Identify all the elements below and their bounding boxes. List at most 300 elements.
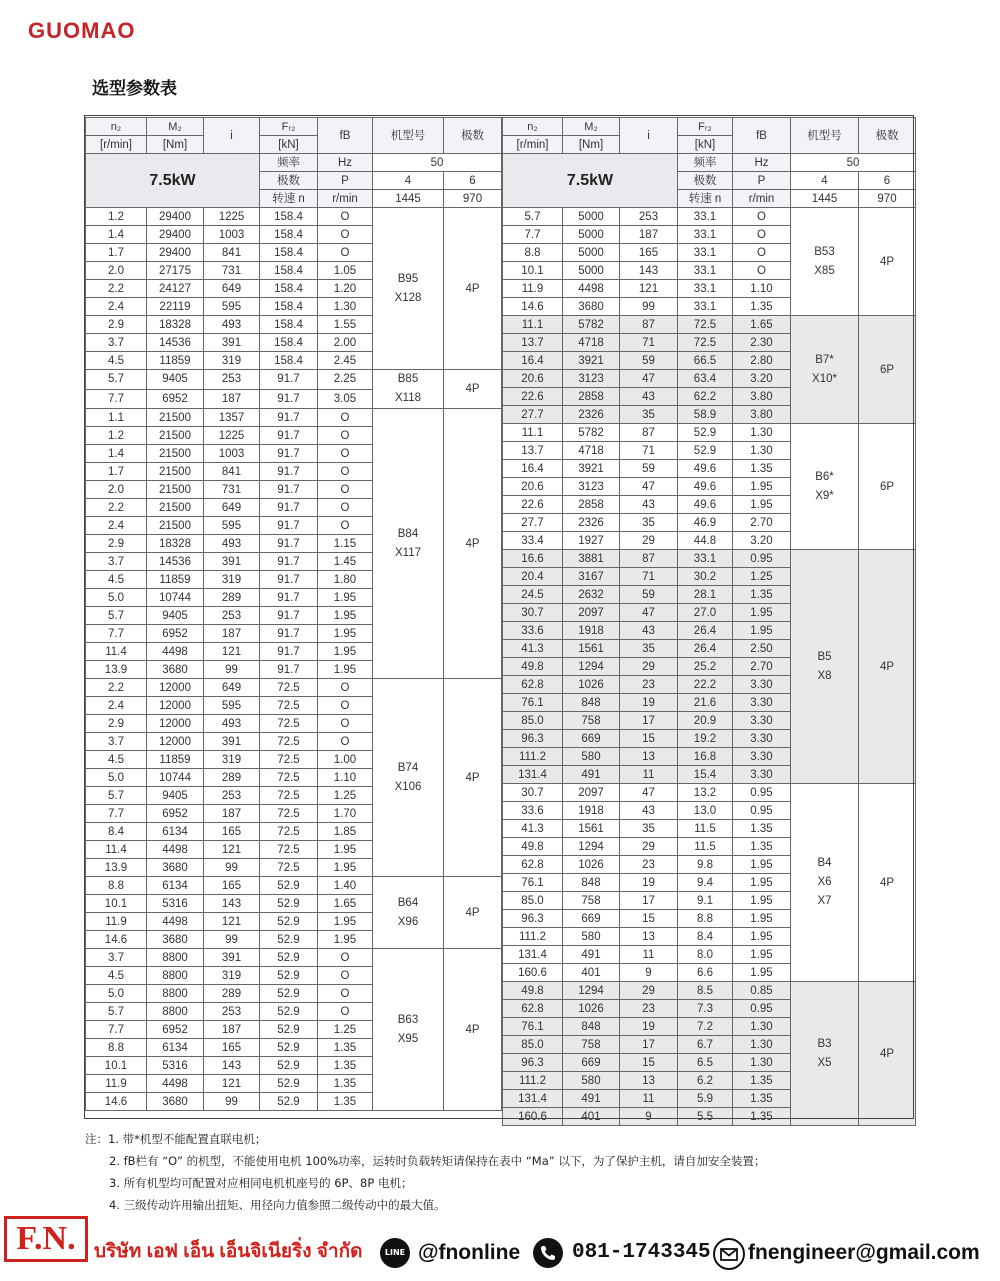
cell-ratio: 13 [620, 748, 678, 766]
cell-ratio: 649 [204, 280, 260, 298]
cell-output-speed: 96.3 [503, 910, 563, 928]
cell-output-speed: 7.7 [86, 625, 147, 643]
cell-radial-force: 7.3 [678, 1000, 733, 1018]
cell-ratio: 43 [620, 802, 678, 820]
freq-label: 频率 [678, 154, 733, 172]
cell-radial-force: 19.2 [678, 730, 733, 748]
cell-output-speed: 62.8 [503, 856, 563, 874]
cell-service-factor: 1.95 [318, 625, 373, 643]
header-m2: M₂ [563, 118, 620, 136]
cell-radial-force: 72.5 [260, 859, 318, 877]
cell-radial-force: 52.9 [260, 895, 318, 913]
cell-output-speed: 76.1 [503, 694, 563, 712]
cell-ratio: 59 [620, 586, 678, 604]
model-code: X85 [814, 264, 835, 277]
line-icon: LINE [380, 1238, 410, 1268]
cell-torque: 3680 [147, 1093, 204, 1111]
cell-torque: 14536 [147, 334, 204, 352]
cell-torque: 6952 [147, 805, 204, 823]
cell-ratio: 121 [204, 841, 260, 859]
cell-radial-force: 20.9 [678, 712, 733, 730]
cell-service-factor: 1.40 [318, 877, 373, 895]
cell-service-factor: 1.25 [318, 1021, 373, 1039]
cell-radial-force: 72.5 [260, 715, 318, 733]
cell-radial-force: 9.8 [678, 856, 733, 874]
cell-ratio: 29 [620, 838, 678, 856]
cell-torque: 9405 [147, 787, 204, 805]
cell-torque: 1026 [563, 856, 620, 874]
cell-radial-force: 11.5 [678, 820, 733, 838]
cell-radial-force: 28.1 [678, 586, 733, 604]
cell-radial-force: 91.7 [260, 589, 318, 607]
cell-ratio: 35 [620, 406, 678, 424]
cell-output-speed: 5.0 [86, 985, 147, 1003]
cell-torque: 2326 [563, 514, 620, 532]
poles-6: 6 [859, 172, 916, 190]
cell-radial-force: 27.0 [678, 604, 733, 622]
email-address[interactable]: fnengineer@gmail.com [748, 1241, 980, 1264]
cell-ratio: 43 [620, 622, 678, 640]
model-code: B84 [397, 527, 419, 540]
header-fb: fB [733, 118, 791, 154]
cell-output-speed: 3.7 [86, 553, 147, 571]
cell-torque: 3680 [563, 298, 620, 316]
cell-service-factor: 1.15 [318, 535, 373, 553]
speed-unit: r/min [318, 190, 373, 208]
cell-output-speed: 16.4 [503, 352, 563, 370]
cell-radial-force: 33.1 [678, 298, 733, 316]
cell-output-speed: 5.7 [86, 1003, 147, 1021]
footer-banner [0, 1212, 1000, 1274]
poles-cell: 6P [859, 424, 916, 550]
model-code: X9* [815, 489, 834, 502]
cell-torque: 6952 [147, 1021, 204, 1039]
cell-ratio: 391 [204, 553, 260, 571]
cell-torque: 3680 [147, 859, 204, 877]
cell-output-speed: 10.1 [86, 895, 147, 913]
cell-torque: 21500 [147, 481, 204, 499]
cell-torque: 580 [563, 1072, 620, 1090]
header-fr2: Fᵣ₂ [260, 118, 318, 136]
table-row [503, 784, 916, 802]
cell-ratio: 289 [204, 589, 260, 607]
cell-radial-force: 52.9 [678, 424, 733, 442]
cell-radial-force: 91.7 [260, 499, 318, 517]
cell-torque: 8800 [147, 949, 204, 967]
model-cell [791, 550, 859, 784]
cell-torque: 6134 [147, 877, 204, 895]
cell-radial-force: 52.9 [260, 1075, 318, 1093]
phone-icon [533, 1238, 563, 1268]
cell-output-speed: 22.6 [503, 496, 563, 514]
cell-ratio: 99 [204, 931, 260, 949]
cell-radial-force: 58.9 [678, 406, 733, 424]
cell-ratio: 13 [620, 928, 678, 946]
cell-service-factor: 1.25 [733, 568, 791, 586]
cell-service-factor: 1.95 [318, 913, 373, 931]
cell-service-factor: 1.95 [318, 859, 373, 877]
table-row [86, 877, 502, 895]
cell-torque: 3680 [147, 931, 204, 949]
cell-ratio: 17 [620, 712, 678, 730]
cell-radial-force: 52.9 [260, 949, 318, 967]
cell-service-factor: 1.25 [318, 787, 373, 805]
cell-torque: 5000 [563, 208, 620, 226]
cell-output-speed: 33.4 [503, 532, 563, 550]
cell-radial-force: 72.5 [260, 769, 318, 787]
cell-ratio: 23 [620, 856, 678, 874]
cell-service-factor: O [318, 499, 373, 517]
cell-radial-force: 72.5 [260, 751, 318, 769]
cell-service-factor: O [318, 481, 373, 499]
model-code: X106 [394, 780, 422, 793]
cell-output-speed: 8.8 [86, 1039, 147, 1057]
cell-radial-force: 49.6 [678, 496, 733, 514]
cell-service-factor: 1.95 [733, 874, 791, 892]
cell-radial-force: 72.5 [260, 787, 318, 805]
cell-torque: 1294 [563, 838, 620, 856]
cell-torque: 4718 [563, 442, 620, 460]
cell-output-speed: 16.4 [503, 460, 563, 478]
cell-output-speed: 11.4 [86, 643, 147, 661]
cell-output-speed: 131.4 [503, 946, 563, 964]
cell-output-speed: 85.0 [503, 1036, 563, 1054]
cell-torque: 2326 [563, 406, 620, 424]
line-id[interactable]: @fnonline [418, 1241, 521, 1264]
cell-service-factor: 1.35 [318, 1093, 373, 1111]
cell-service-factor: 1.95 [733, 622, 791, 640]
cell-torque: 491 [563, 946, 620, 964]
cell-service-factor: 1.95 [318, 841, 373, 859]
cell-output-speed: 27.7 [503, 406, 563, 424]
cell-output-speed: 11.9 [86, 1075, 147, 1093]
freq-unit: Hz [318, 154, 373, 172]
cell-service-factor: 1.95 [733, 928, 791, 946]
cell-torque: 3921 [563, 352, 620, 370]
poles-label: 极数 [260, 172, 318, 190]
cell-torque: 3167 [563, 568, 620, 586]
cell-service-factor: 1.95 [733, 946, 791, 964]
cell-torque: 2858 [563, 496, 620, 514]
cell-radial-force: 63.4 [678, 370, 733, 388]
table-row [503, 982, 916, 1000]
freq-value: 50 [791, 154, 916, 172]
cell-service-factor: 1.35 [733, 1072, 791, 1090]
cell-torque: 21500 [147, 445, 204, 463]
cell-output-speed: 13.9 [86, 661, 147, 679]
cell-torque: 3123 [563, 370, 620, 388]
cell-radial-force: 8.4 [678, 928, 733, 946]
cell-torque: 758 [563, 1036, 620, 1054]
cell-service-factor: 3.20 [733, 532, 791, 550]
cell-torque: 669 [563, 910, 620, 928]
cell-output-speed: 5.7 [86, 607, 147, 625]
cell-radial-force: 91.7 [260, 370, 318, 390]
cell-ratio: 143 [204, 1057, 260, 1075]
cell-ratio: 319 [204, 751, 260, 769]
power-rating: 7.5kW [86, 154, 260, 208]
cell-output-speed: 131.4 [503, 1090, 563, 1108]
cell-radial-force: 8.8 [678, 910, 733, 928]
cell-service-factor: 1.95 [733, 892, 791, 910]
cell-radial-force: 33.1 [678, 550, 733, 568]
cell-torque: 11859 [147, 751, 204, 769]
cell-output-speed: 2.4 [86, 517, 147, 535]
cell-service-factor: 1.95 [733, 856, 791, 874]
cell-service-factor: 3.20 [733, 370, 791, 388]
cell-ratio: 187 [204, 805, 260, 823]
cell-torque: 5000 [563, 226, 620, 244]
power-rating: 7.5kW [503, 154, 678, 208]
cell-torque: 12000 [147, 715, 204, 733]
cell-ratio: 649 [204, 679, 260, 697]
cell-ratio: 143 [620, 262, 678, 280]
unit-n2: [r/min] [503, 136, 563, 154]
cell-output-speed: 85.0 [503, 892, 563, 910]
cell-radial-force: 158.4 [260, 334, 318, 352]
cell-output-speed: 24.5 [503, 586, 563, 604]
cell-radial-force: 33.1 [678, 208, 733, 226]
header-poles: 极数 [444, 118, 502, 154]
cell-radial-force: 52.9 [260, 1057, 318, 1075]
cell-ratio: 253 [204, 787, 260, 805]
cell-service-factor: 3.80 [733, 388, 791, 406]
cell-radial-force: 49.6 [678, 478, 733, 496]
cell-ratio: 11 [620, 1090, 678, 1108]
poles-cell: 4P [859, 550, 916, 784]
cell-torque: 5782 [563, 424, 620, 442]
cell-service-factor: O [318, 409, 373, 427]
cell-torque: 8800 [147, 985, 204, 1003]
cell-output-speed: 20.6 [503, 370, 563, 388]
cell-ratio: 493 [204, 316, 260, 334]
cell-radial-force: 49.6 [678, 460, 733, 478]
cell-output-speed: 2.4 [86, 697, 147, 715]
cell-output-speed: 1.7 [86, 463, 147, 481]
cell-ratio: 29 [620, 982, 678, 1000]
cell-output-speed: 20.4 [503, 568, 563, 586]
cell-torque: 3680 [147, 661, 204, 679]
guomao-logo: GUOMAO [28, 18, 136, 43]
cell-output-speed: 1.7 [86, 244, 147, 262]
cell-torque: 27175 [147, 262, 204, 280]
cell-radial-force: 72.5 [260, 697, 318, 715]
cell-torque: 848 [563, 874, 620, 892]
cell-output-speed: 14.6 [86, 1093, 147, 1111]
cell-output-speed: 1.2 [86, 208, 147, 226]
cell-ratio: 253 [620, 208, 678, 226]
cell-ratio: 19 [620, 874, 678, 892]
cell-output-speed: 111.2 [503, 928, 563, 946]
cell-ratio: 17 [620, 892, 678, 910]
cell-output-speed: 49.8 [503, 982, 563, 1000]
speed-label: 转速 n [678, 190, 733, 208]
cell-service-factor: 1.45 [318, 553, 373, 571]
cell-torque: 6134 [147, 823, 204, 841]
header-ratio: i [620, 118, 678, 154]
freq-label: 频率 [260, 154, 318, 172]
cell-torque: 1561 [563, 820, 620, 838]
freq-unit: Hz [733, 154, 791, 172]
cell-torque: 3921 [563, 460, 620, 478]
cell-ratio: 59 [620, 460, 678, 478]
cell-service-factor: 1.00 [318, 751, 373, 769]
cell-output-speed: 10.1 [86, 1057, 147, 1075]
model-code: B6* [815, 470, 834, 483]
cell-service-factor: 2.70 [733, 658, 791, 676]
poles-cell: 4P [444, 679, 502, 877]
header-model: 机型号 [373, 118, 444, 154]
cell-output-speed: 76.1 [503, 874, 563, 892]
cell-service-factor: O [733, 262, 791, 280]
cell-torque: 11859 [147, 352, 204, 370]
cell-torque: 29400 [147, 244, 204, 262]
cell-output-speed: 62.8 [503, 676, 563, 694]
cell-service-factor: 1.95 [733, 910, 791, 928]
cell-ratio: 289 [204, 985, 260, 1003]
cell-ratio: 165 [620, 244, 678, 262]
cell-service-factor: 1.95 [318, 931, 373, 949]
table-row [86, 679, 502, 697]
table-row [86, 409, 502, 427]
cell-ratio: 47 [620, 604, 678, 622]
poles-cell: 4P [444, 949, 502, 1111]
cell-torque: 4718 [563, 334, 620, 352]
poles-4: 4 [791, 172, 859, 190]
cell-output-speed: 5.0 [86, 769, 147, 787]
cell-radial-force: 91.7 [260, 661, 318, 679]
cell-service-factor: 1.30 [733, 1054, 791, 1072]
cell-radial-force: 52.9 [260, 967, 318, 985]
cell-service-factor: 0.95 [733, 802, 791, 820]
cell-output-speed: 13.7 [503, 442, 563, 460]
cell-service-factor: 1.95 [318, 643, 373, 661]
cell-torque: 21500 [147, 409, 204, 427]
cell-ratio: 99 [204, 661, 260, 679]
cell-torque: 12000 [147, 679, 204, 697]
cell-service-factor: 0.95 [733, 784, 791, 802]
cell-torque: 8800 [147, 1003, 204, 1021]
model-code: X10* [812, 372, 837, 385]
cell-ratio: 731 [204, 262, 260, 280]
cell-ratio: 595 [204, 697, 260, 715]
cell-output-speed: 8.4 [86, 823, 147, 841]
note-3: 3. 所有机型均可配置对应相同电机机座号的 6P、8P 电机； [109, 1176, 413, 1190]
cell-ratio: 17 [620, 1036, 678, 1054]
poles-cell: 4P [859, 208, 916, 316]
cell-radial-force: 9.4 [678, 874, 733, 892]
cell-radial-force: 33.1 [678, 226, 733, 244]
cell-ratio: 35 [620, 820, 678, 838]
cell-ratio: 23 [620, 1000, 678, 1018]
cell-service-factor: 1.70 [318, 805, 373, 823]
cell-torque: 2632 [563, 586, 620, 604]
cell-ratio: 19 [620, 694, 678, 712]
cell-radial-force: 158.4 [260, 208, 318, 226]
cell-radial-force: 52.9 [260, 1003, 318, 1021]
cell-radial-force: 72.5 [260, 841, 318, 859]
model-cell [791, 424, 859, 550]
cell-output-speed: 111.2 [503, 748, 563, 766]
model-code: B4 [817, 857, 832, 869]
cell-ratio: 1003 [204, 226, 260, 244]
table-row [86, 370, 502, 390]
cell-output-speed: 11.9 [86, 913, 147, 931]
cell-output-speed: 85.0 [503, 712, 563, 730]
cell-service-factor: O [733, 226, 791, 244]
cell-service-factor: 2.80 [733, 352, 791, 370]
cell-ratio: 253 [204, 607, 260, 625]
cell-service-factor: O [318, 733, 373, 751]
cell-radial-force: 33.1 [678, 280, 733, 298]
cell-service-factor: 2.25 [318, 370, 373, 390]
cell-radial-force: 52.9 [260, 1093, 318, 1111]
cell-ratio: 99 [204, 1093, 260, 1111]
cell-ratio: 71 [620, 442, 678, 460]
cell-radial-force: 91.7 [260, 409, 318, 427]
cell-ratio: 121 [204, 643, 260, 661]
poles-cell: 4P [444, 409, 502, 679]
cell-torque: 3123 [563, 478, 620, 496]
cell-radial-force: 52.9 [260, 1021, 318, 1039]
header-m2: M₂ [147, 118, 204, 136]
cell-output-speed: 11.1 [503, 424, 563, 442]
model-code: X117 [394, 546, 421, 559]
cell-torque: 5000 [563, 244, 620, 262]
cell-torque: 1918 [563, 802, 620, 820]
cell-output-speed: 49.8 [503, 658, 563, 676]
cell-service-factor: O [318, 679, 373, 697]
model-cell [373, 877, 444, 949]
cell-service-factor: 0.95 [733, 1000, 791, 1018]
cell-radial-force: 5.9 [678, 1090, 733, 1108]
cell-output-speed: 14.6 [503, 298, 563, 316]
cell-radial-force: 91.7 [260, 389, 318, 409]
cell-torque: 5782 [563, 316, 620, 334]
unit-fr2: [kN] [260, 136, 318, 154]
cell-output-speed: 2.9 [86, 715, 147, 733]
speed-6: 970 [859, 190, 916, 208]
cell-torque: 11859 [147, 571, 204, 589]
cell-ratio: 35 [620, 514, 678, 532]
cell-torque: 8800 [147, 967, 204, 985]
cell-radial-force: 52.9 [260, 931, 318, 949]
cell-service-factor: 1.65 [318, 895, 373, 913]
cell-service-factor: 1.65 [733, 316, 791, 334]
cell-output-speed: 4.5 [86, 967, 147, 985]
cell-torque: 6134 [147, 1039, 204, 1057]
model-code: B95 [397, 272, 419, 285]
cell-service-factor: 1.30 [733, 424, 791, 442]
cell-torque: 848 [563, 1018, 620, 1036]
cell-output-speed: 11.1 [503, 316, 563, 334]
header-n2: n₂ [86, 118, 147, 136]
poles-cell: 4P [444, 208, 502, 370]
poles-4: 4 [373, 172, 444, 190]
cell-ratio: 15 [620, 910, 678, 928]
model-code: B53 [814, 245, 835, 258]
cell-service-factor: 1.20 [318, 280, 373, 298]
cell-radial-force: 158.4 [260, 298, 318, 316]
table-row [86, 949, 502, 967]
cell-ratio: 43 [620, 388, 678, 406]
cell-torque: 29400 [147, 226, 204, 244]
cell-radial-force: 52.9 [260, 985, 318, 1003]
model-code: B63 [397, 1013, 419, 1026]
phone-number[interactable]: 081-1743345 [572, 1241, 711, 1264]
unit-m2: [Nm] [147, 136, 204, 154]
cell-radial-force: 91.7 [260, 427, 318, 445]
